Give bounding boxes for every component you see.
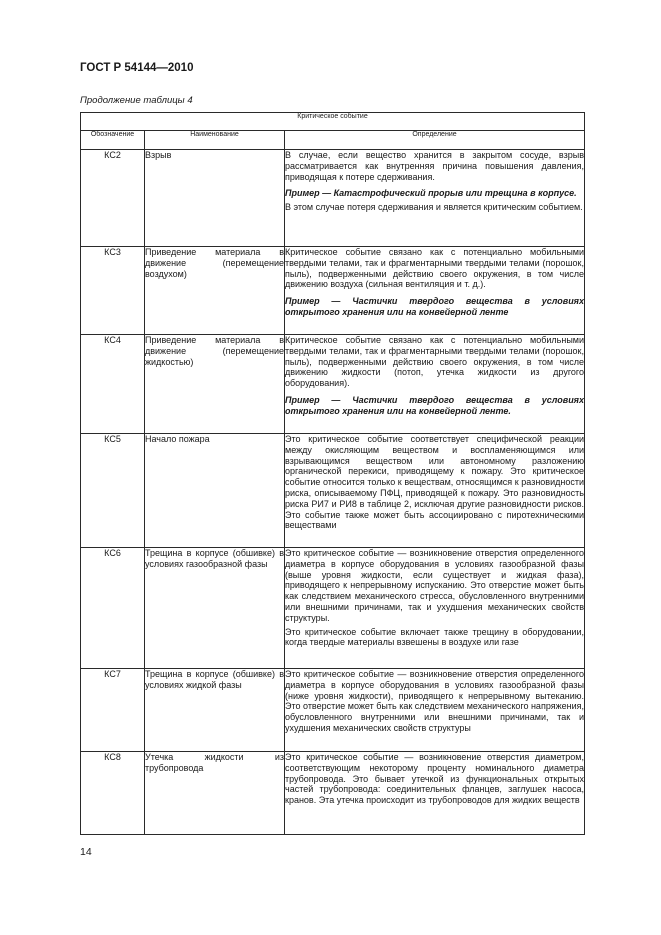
event-name: Трещина в корпусе (обшивке) в условиях газообразной фазы (145, 548, 285, 669)
table-super-header: Критическое событие (81, 113, 585, 131)
event-code: КС2 (81, 150, 145, 247)
definition-paragraph: Это критическое событие — возникновение отверстия диаметром, соответствующим некоторому проценту номинального диаметра трубопровода. Это бывает утечкой из функциональных открытых частей трубопровода: соединительных фланцев, заглушек насоса, кранов. Эта утечка происходит из трубопроводов для жидких веществ (285, 752, 584, 806)
event-code: КС7 (81, 669, 145, 752)
page-number: 14 (80, 846, 92, 858)
table-row (81, 150, 585, 247)
event-definition (285, 150, 585, 247)
table-row (81, 247, 585, 335)
definition-example: Пример — Катастрофический прорыв или трещина в корпусе. (285, 188, 577, 199)
event-definition (285, 434, 585, 548)
event-name: Приведение материала в движение (перемещение воздухом) (145, 247, 285, 335)
table-row (81, 335, 585, 434)
column-header-name: Наименование (145, 131, 285, 150)
definition-paragraph: В случае, если вещество хранится в закрытом сосуде, взрыв рассматривается как внутренняя причина повышения давления, приводящая к потере сдерживания. (285, 150, 584, 182)
definition-paragraph: Это критическое событие соответствует специфической реакции между окисляющим веществом и воспламеняющимся или взрывающимся веществом или автономному разложению органической перекиси, приводящему к пожару. Это критическое событие относится только к веществам, относящимся к разновидности риска, описываемому ПФЦ, приводящей к пожару. Это разновидность риска РИ7 и РИ8 в таблице 2, исключая другие разновидности рисков. Это событие также может быть ассоциировано с пиротехническими веществами (285, 434, 584, 531)
document-code: ГОСТ Р 54144—2010 (80, 62, 194, 74)
definition-paragraph: Критическое событие связано как с потенциально мобильными твердыми телами, так и фрагментарными твердыми телами (порошок, пыль), подверженными действию своего окружения, в том числе движению жидкости (потоп, утечка жидкости из другого оборудования). (285, 335, 584, 389)
event-name: Взрыв (145, 150, 285, 247)
event-definition (285, 669, 585, 752)
table-row (81, 548, 585, 669)
definition-paragraph: Критическое событие связано как с потенциально мобильными твердыми телами, так и фрагментарными твердыми телами (порошок, пыль), подверженными действию своего окружения, в том числе движению воздуха (сильная вентиляция и т. д.). (285, 247, 584, 290)
column-header-code: Обозначение (81, 131, 145, 150)
critical-events-table (80, 112, 585, 835)
event-code: КС4 (81, 335, 145, 434)
column-header-definition: Определение (285, 131, 585, 150)
table-continuation-label: Продолжение таблицы 4 (80, 95, 193, 106)
event-definition (285, 247, 585, 335)
table-row (81, 669, 585, 752)
event-definition (285, 752, 585, 835)
definition-paragraph: Это критическое событие — возникновение отверстия определенного диаметра в корпусе оборудования в условиях газообразной фазы (выше уровня жидкости, если существует и жидкая фаза), приводящего к непрерывному испусканию. Это отверстие может быть как следствием механического стресса, обусловленного внутренними или внешними причинами, так и ухудшения механических свойств структуры. (285, 548, 584, 623)
definition-paragraph: В этом случае потеря сдерживания и является критическим событием. (285, 202, 583, 213)
table-row (81, 434, 585, 548)
event-name: Трещина в корпусе (обшивке) в условиях жидкой фазы (145, 669, 285, 752)
definition-paragraph: Это критическое событие включает также трещину в оборудовании, когда твердые материалы взвешены в воздухе или газе (285, 626, 584, 648)
definition-example: Пример — Частички твердого вещества в условиях открытого хранения или на конвейерной ленте. (285, 394, 584, 416)
event-name: Утечка жидкости из трубопровода (145, 752, 285, 835)
definition-example: Пример — Частички твердого вещества в условиях открытого хранения или на конвейерной ленте (285, 296, 584, 317)
event-name: Начало пожара (145, 434, 285, 548)
event-code: КС6 (81, 548, 145, 669)
table-row (81, 752, 585, 835)
event-definition (285, 548, 585, 669)
event-definition (285, 335, 585, 434)
definition-paragraph: Это критическое событие — возникновение отверстия определенного диаметра в корпусе оборудования в условиях газообразной фазы (ниже уровня жидкости), приводящего к непрерывному вытеканию. Это отверстие может быть как следствием механического напряжения, обусловленного внутренними или внешними причинами, так и ухудшения механических свойств структуры (285, 669, 584, 733)
event-code: КС3 (81, 247, 145, 335)
event-code: КС8 (81, 752, 145, 835)
event-code: КС5 (81, 434, 145, 548)
event-name: Приведение материала в движение (перемещение жидкостью) (145, 335, 285, 434)
